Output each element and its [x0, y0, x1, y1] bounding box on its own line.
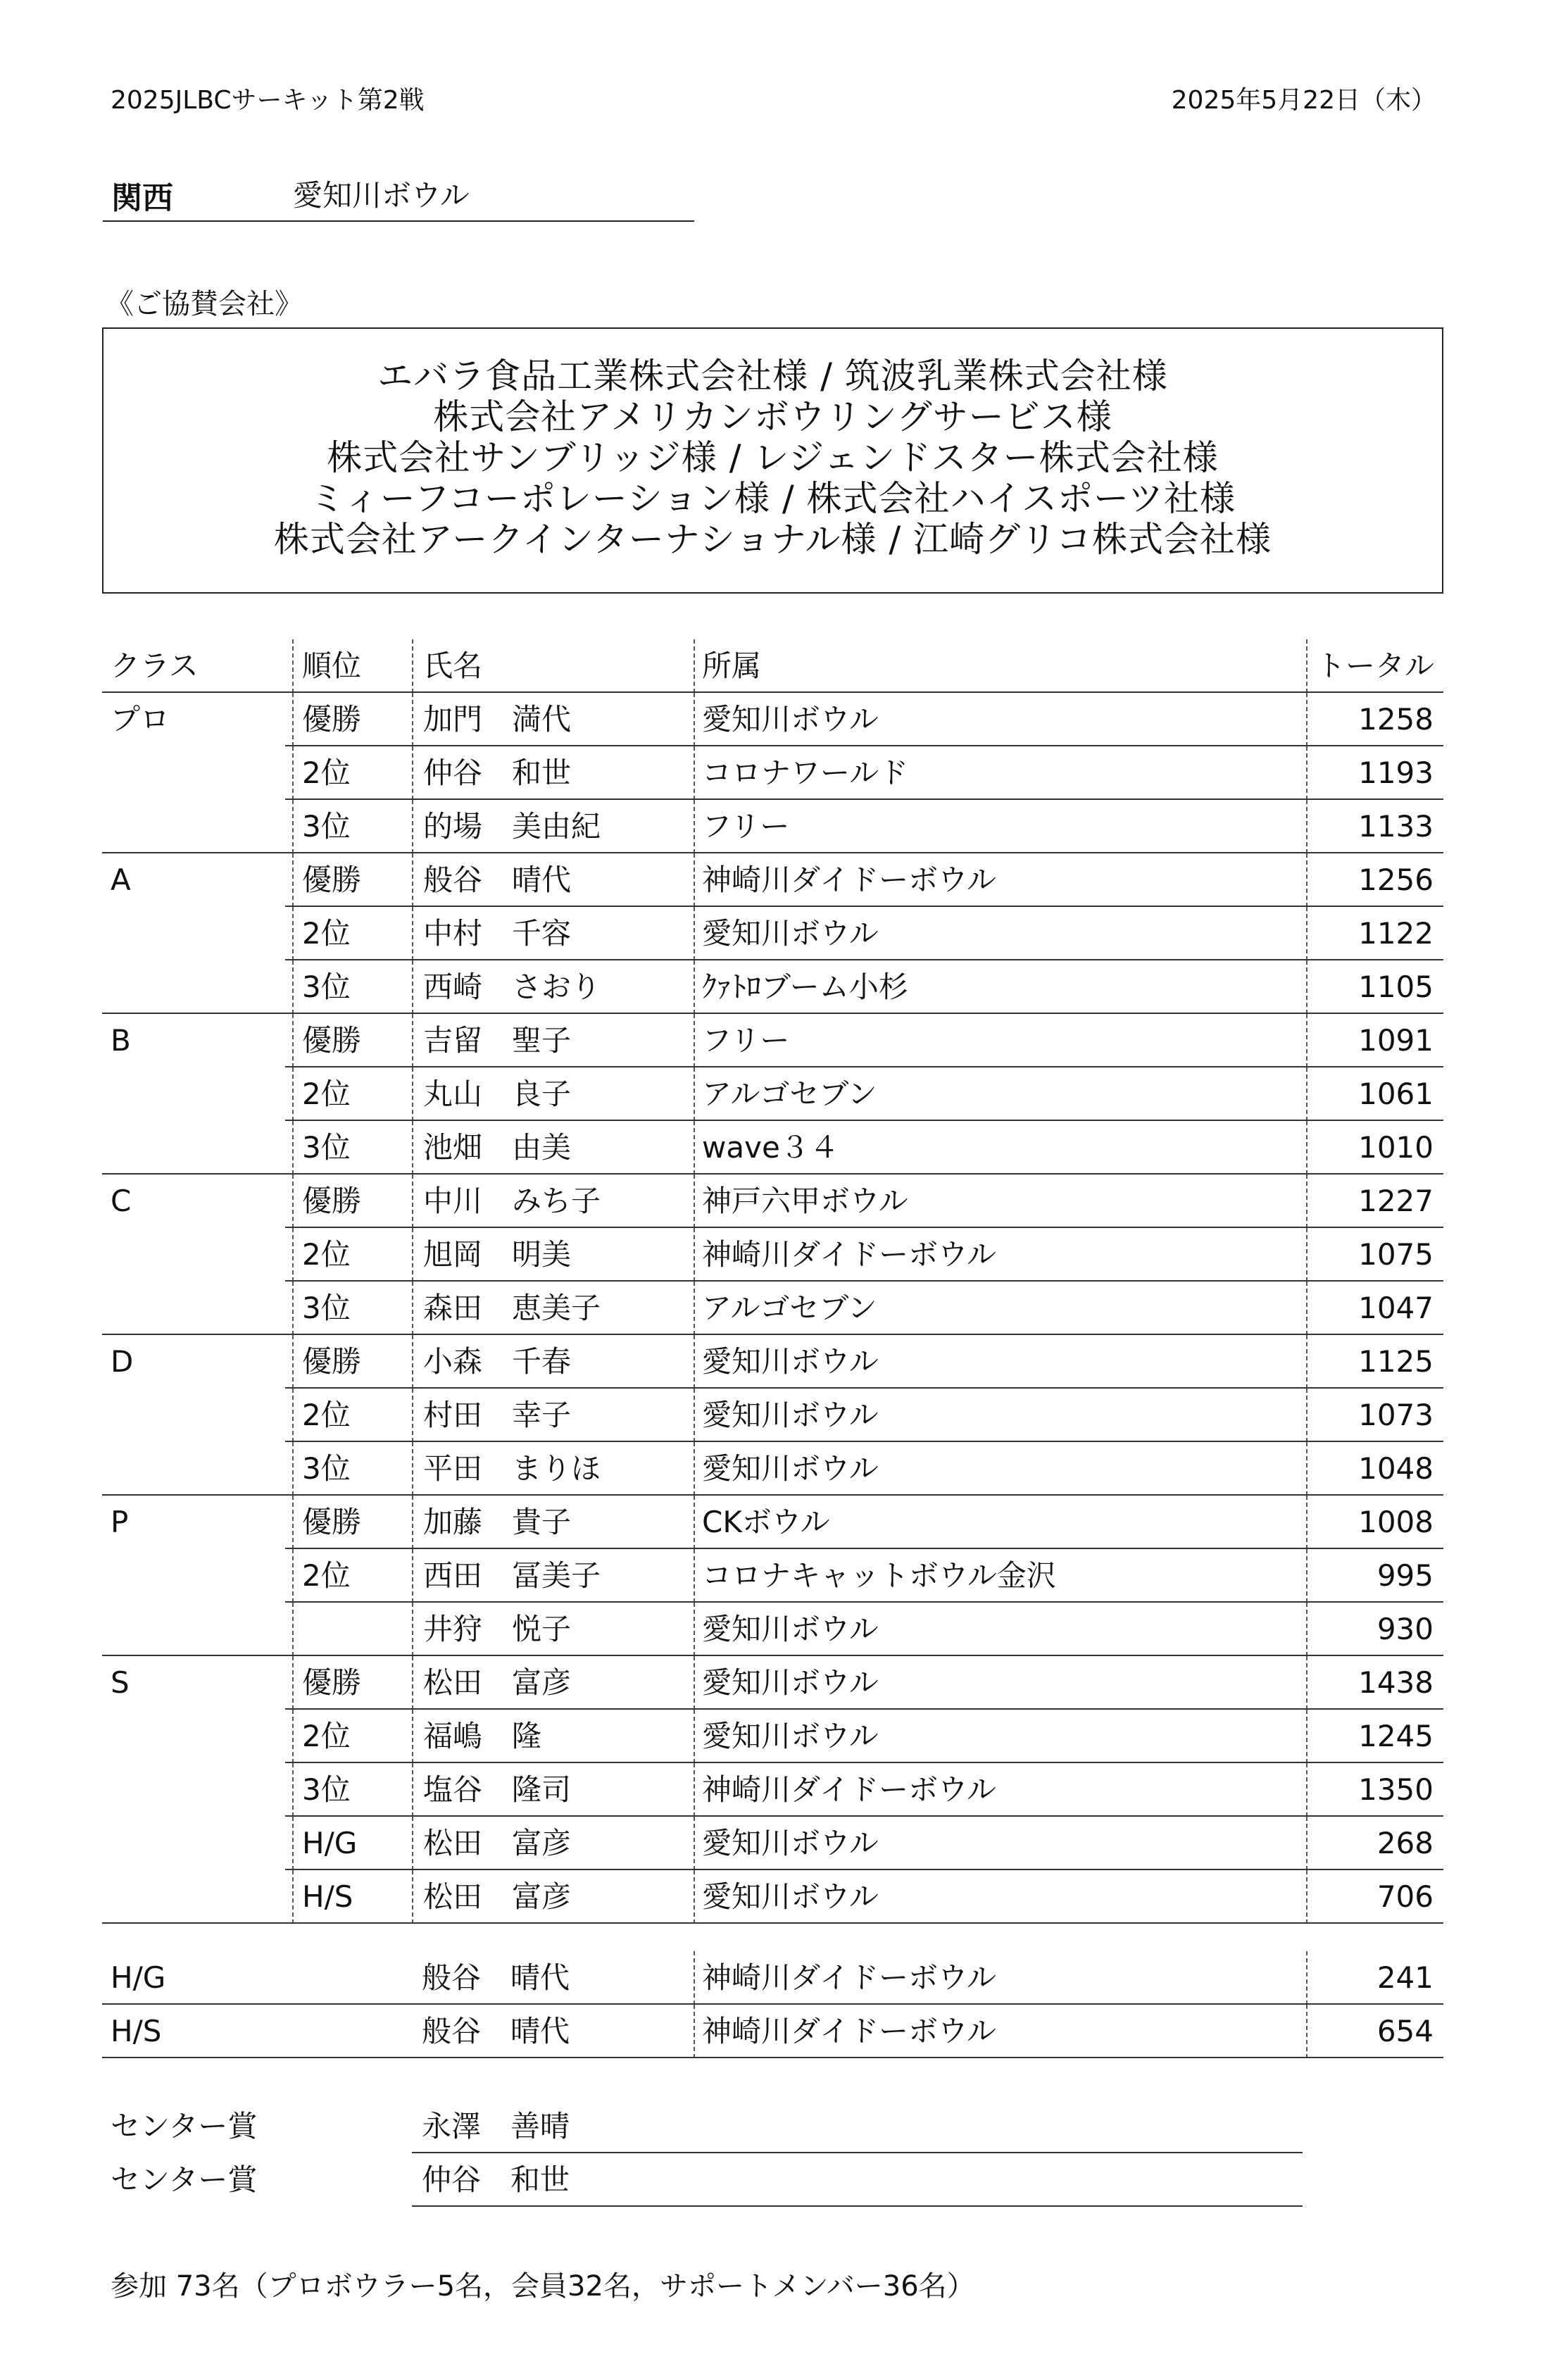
affiliation-cell: アルゴセブン — [694, 1282, 1306, 1335]
extra-award-row — [102, 1951, 1443, 2005]
header-name: 氏名 — [412, 639, 694, 693]
class-cell: P — [111, 1505, 129, 1539]
name-cell: 中川 みち子 — [412, 1175, 694, 1228]
affiliation-cell: コロナキャットボウル金沢 — [694, 1549, 1306, 1603]
event-date: 2025年5月22日（木） — [1171, 86, 1436, 115]
name-cell: 池畑 由美 — [412, 1121, 694, 1175]
name-cell: 西崎 さおり — [412, 960, 694, 1014]
total-cell: 1227 — [1306, 1175, 1443, 1228]
affiliation-cell: コロナワールド — [694, 746, 1306, 800]
affiliation-cell: ｸｧﾄﾛブーム小杉 — [694, 960, 1306, 1014]
sponsor-box — [102, 327, 1443, 594]
affiliation-cell: 神戸六甲ボウル — [694, 1175, 1306, 1228]
total-cell: 706 — [1306, 1870, 1443, 1924]
table-row — [102, 1389, 1443, 1442]
center-award-row — [102, 2153, 1443, 2207]
table-row — [102, 1870, 1443, 1924]
sponsor-line: 株式会社サンブリッジ様 / レジェンドスター株式会社様 — [327, 437, 1219, 478]
name-cell: 般谷 晴代 — [412, 853, 694, 907]
table-row — [102, 1067, 1443, 1121]
name-cell: 平田 まりほ — [412, 1442, 694, 1496]
affiliation-cell: 神崎川ダイドーボウル — [694, 853, 1306, 907]
name-cell: 松田 富彦 — [412, 1656, 694, 1710]
total-cell: 1256 — [1306, 853, 1443, 907]
class-cell: プロ — [111, 702, 170, 737]
table-row — [102, 1442, 1443, 1496]
table-row — [102, 907, 1443, 960]
rank-cell: 3位 — [292, 1763, 412, 1817]
name-cell: 西田 冨美子 — [412, 1549, 694, 1603]
rank-cell: 優勝 — [292, 1014, 412, 1067]
name-cell: 加藤 貴子 — [412, 1496, 694, 1549]
name-cell: 井狩 悦子 — [412, 1603, 694, 1656]
total-cell: 1133 — [1306, 800, 1443, 853]
rank-cell: H/S — [292, 1870, 412, 1924]
award-name: 般谷 晴代 — [422, 1960, 570, 1995]
header-affiliation: 所属 — [694, 639, 1306, 693]
name-cell: 森田 恵美子 — [412, 1282, 694, 1335]
name-cell: 吉留 聖子 — [412, 1014, 694, 1067]
total-cell: 1075 — [1306, 1228, 1443, 1282]
center-award-row — [102, 2100, 1443, 2153]
name-cell: 松田 富彦 — [412, 1817, 694, 1870]
rank-cell — [292, 1603, 412, 1656]
affiliation-cell: 愛知川ボウル — [694, 1710, 1306, 1763]
class-cell: B — [111, 1023, 131, 1058]
table-row — [102, 1710, 1443, 1763]
affiliation-cell: CKボウル — [694, 1496, 1306, 1549]
name-cell: 的場 美由紀 — [412, 800, 694, 853]
participants-summary: 参加 73名（プロボウラー5名，会員32名，サポートメンバー36名） — [111, 2270, 975, 2303]
name-cell: 村田 幸子 — [412, 1389, 694, 1442]
affiliation-cell: 愛知川ボウル — [694, 1442, 1306, 1496]
sponsor-heading: 《ご協賛会社》 — [106, 288, 303, 320]
table-row — [102, 1282, 1443, 1335]
rank-cell: 2位 — [292, 1389, 412, 1442]
affiliation-cell: 愛知川ボウル — [694, 1656, 1306, 1710]
award-affiliation: 神崎川ダイドーボウル — [694, 1951, 1306, 2005]
header-rank: 順位 — [292, 639, 412, 693]
total-cell: 1193 — [1306, 746, 1443, 800]
affiliation-cell: wave３４ — [694, 1121, 1306, 1175]
rank-cell: 3位 — [292, 960, 412, 1014]
table-row — [102, 693, 1443, 746]
award-affiliation: 神崎川ダイドーボウル — [694, 2005, 1306, 2058]
table-row — [102, 1014, 1443, 1067]
center-award-name: 仲谷 和世 — [412, 2153, 1303, 2207]
name-cell: 仲谷 和世 — [412, 746, 694, 800]
affiliation-cell: 愛知川ボウル — [694, 907, 1306, 960]
table-row — [102, 1549, 1443, 1603]
rank-cell: 優勝 — [292, 693, 412, 746]
results-body — [102, 693, 1443, 1924]
affiliation-cell: フリー — [694, 1014, 1306, 1067]
total-cell: 1010 — [1306, 1121, 1443, 1175]
center-award-label: センター賞 — [111, 2162, 258, 2197]
award-total: 241 — [1306, 1951, 1443, 2005]
class-cell: C — [111, 1184, 132, 1218]
total-cell: 1091 — [1306, 1014, 1443, 1067]
affiliation-cell: 神崎川ダイドーボウル — [694, 1228, 1306, 1282]
table-row — [102, 800, 1443, 853]
rank-cell: H/G — [292, 1817, 412, 1870]
total-cell: 1122 — [1306, 907, 1443, 960]
total-cell: 1125 — [1306, 1335, 1443, 1389]
table-row — [102, 1121, 1443, 1175]
class-cell: A — [111, 863, 131, 897]
table-row — [102, 1496, 1443, 1549]
total-cell: 930 — [1306, 1603, 1443, 1656]
table-row — [102, 1603, 1443, 1656]
affiliation-cell: 愛知川ボウル — [694, 1603, 1306, 1656]
award-label: H/G — [111, 1960, 166, 1995]
total-cell: 268 — [1306, 1817, 1443, 1870]
name-cell: 小森 千春 — [412, 1335, 694, 1389]
affiliation-cell: 愛知川ボウル — [694, 693, 1306, 746]
affiliation-cell: 愛知川ボウル — [694, 1817, 1306, 1870]
total-cell: 1061 — [1306, 1067, 1443, 1121]
rank-cell: 優勝 — [292, 1656, 412, 1710]
total-cell: 1048 — [1306, 1442, 1443, 1496]
center-award-label: センター賞 — [111, 2109, 258, 2143]
venue-name: 愛知川ボウル — [293, 178, 470, 213]
total-cell: 1245 — [1306, 1710, 1443, 1763]
table-row — [102, 1656, 1443, 1710]
name-cell: 塩谷 隆司 — [412, 1763, 694, 1817]
rank-cell: 3位 — [292, 1121, 412, 1175]
affiliation-cell: 神崎川ダイドーボウル — [694, 1763, 1306, 1817]
affiliation-cell: 愛知川ボウル — [694, 1389, 1306, 1442]
rank-cell: 2位 — [292, 907, 412, 960]
affiliation-cell: フリー — [694, 800, 1306, 853]
total-cell: 1438 — [1306, 1656, 1443, 1710]
name-cell: 松田 富彦 — [412, 1870, 694, 1924]
rank-cell: 2位 — [292, 1228, 412, 1282]
rank-cell: 優勝 — [292, 1175, 412, 1228]
header-class: クラス — [111, 649, 199, 683]
affiliation-cell: 愛知川ボウル — [694, 1335, 1306, 1389]
rank-cell: 2位 — [292, 1549, 412, 1603]
rank-cell: 3位 — [292, 1282, 412, 1335]
table-row — [102, 1335, 1443, 1389]
sponsor-line: 株式会社アメリカンボウリングサービス様 — [433, 396, 1112, 437]
name-cell: 旭岡 明美 — [412, 1228, 694, 1282]
class-cell: D — [111, 1344, 134, 1379]
region-label: 関西 — [111, 180, 173, 216]
award-label: H/S — [111, 2014, 162, 2048]
total-cell: 1047 — [1306, 1282, 1443, 1335]
event-title: 2025JLBCサーキット第2戦 — [111, 86, 425, 115]
rank-cell: 優勝 — [292, 853, 412, 907]
affiliation-cell: 愛知川ボウル — [694, 1870, 1306, 1924]
total-cell: 1073 — [1306, 1389, 1443, 1442]
table-row — [102, 746, 1443, 800]
class-cell: S — [111, 1665, 130, 1700]
name-cell: 福嶋 隆 — [412, 1710, 694, 1763]
table-header-row — [102, 639, 1443, 693]
total-cell: 1350 — [1306, 1763, 1443, 1817]
total-cell: 1008 — [1306, 1496, 1443, 1549]
rank-cell: 優勝 — [292, 1496, 412, 1549]
affiliation-cell: アルゴセブン — [694, 1067, 1306, 1121]
total-cell: 995 — [1306, 1549, 1443, 1603]
table-row — [102, 1763, 1443, 1817]
rank-cell: 2位 — [292, 746, 412, 800]
rank-cell: 優勝 — [292, 1335, 412, 1389]
award-name: 般谷 晴代 — [422, 2014, 570, 2048]
rank-cell: 3位 — [292, 1442, 412, 1496]
name-cell: 中村 千容 — [412, 907, 694, 960]
rank-cell: 3位 — [292, 800, 412, 853]
total-cell: 1105 — [1306, 960, 1443, 1014]
extra-award-row — [102, 2005, 1443, 2058]
rank-cell: 2位 — [292, 1710, 412, 1763]
sponsor-line: エバラ食品工業株式会社様 / 筑波乳業株式会社様 — [377, 356, 1168, 396]
table-row — [102, 853, 1443, 907]
table-row — [102, 960, 1443, 1014]
results-table — [102, 639, 1443, 1924]
table-row — [102, 1228, 1443, 1282]
name-cell: 丸山 良子 — [412, 1067, 694, 1121]
name-cell: 加門 満代 — [412, 693, 694, 746]
rank-cell: 2位 — [292, 1067, 412, 1121]
table-row — [102, 1817, 1443, 1870]
header-total: トータル — [1306, 639, 1443, 693]
total-cell: 1258 — [1306, 693, 1443, 746]
center-award-name: 永澤 善晴 — [412, 2100, 1303, 2153]
sponsor-line: ミィーフコーポレーション様 / 株式会社ハイスポーツ社様 — [309, 478, 1236, 519]
venue-block — [103, 173, 694, 222]
award-total: 654 — [1306, 2005, 1443, 2058]
table-row — [102, 1175, 1443, 1228]
sponsor-line: 株式会社アークインターナショナル様 / 江崎グリコ株式会社様 — [273, 519, 1272, 560]
extra-awards-table — [102, 1951, 1443, 2058]
